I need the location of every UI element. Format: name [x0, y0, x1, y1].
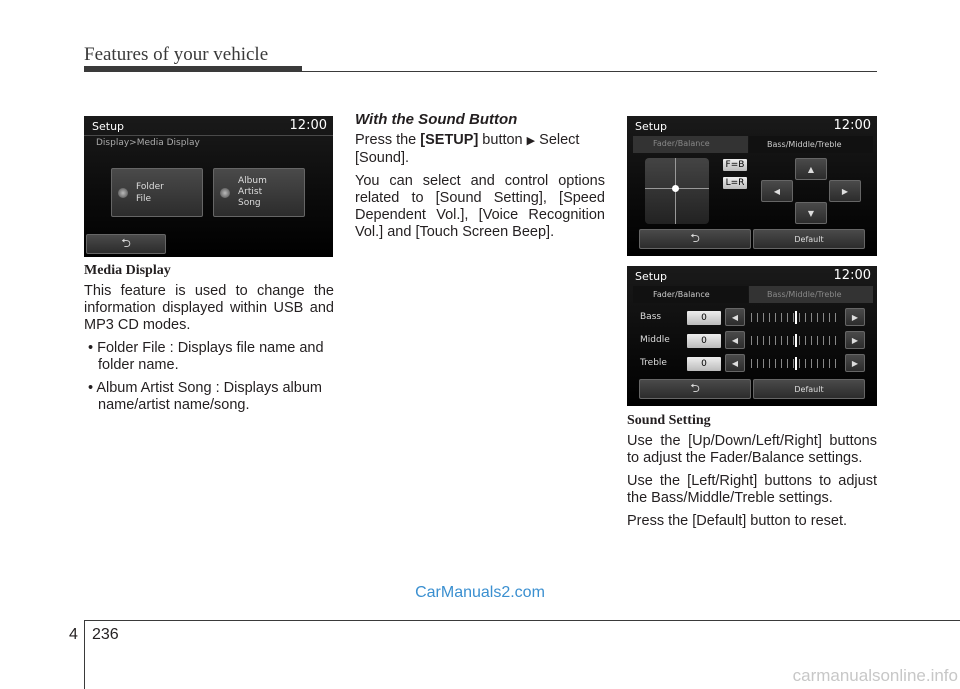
treble-slider[interactable]: [751, 359, 841, 368]
treble-increase-button[interactable]: [845, 354, 865, 372]
bass-slider[interactable]: [751, 313, 841, 322]
right-triangle-icon: ▶: [526, 135, 536, 147]
left-arrow-icon: ◀: [731, 335, 739, 345]
tab-fader-balance[interactable]: Fader/Balance: [633, 136, 748, 153]
radio-dot-icon: [118, 188, 128, 198]
bass-value: 0: [687, 311, 721, 325]
sound-button-section: [355, 111, 605, 247]
header-rule: [84, 71, 877, 72]
screen-breadcrumb: Display>Media Display: [96, 138, 200, 148]
media-display-section: [84, 262, 334, 420]
middle-increase-button[interactable]: [845, 331, 865, 349]
back-button[interactable]: [86, 234, 166, 254]
right-arrow-icon: ▶: [851, 358, 859, 368]
chapter-number: 4: [69, 626, 78, 643]
up-button[interactable]: [795, 158, 827, 180]
page-header-title: Features of your vehicle: [84, 44, 269, 65]
balance-value: L=R: [723, 177, 747, 189]
position-marker-icon: [672, 185, 679, 192]
album-artist-song-option[interactable]: Album Artist Song: [213, 168, 305, 217]
eq-row-bass: Bass 0 ◀ ▶: [627, 308, 877, 328]
bass-increase-button[interactable]: [845, 308, 865, 326]
tab-fader-balance[interactable]: Fader/Balance: [633, 286, 748, 303]
sound-setting-section: [627, 412, 877, 536]
section-paragraph: Use the [Up/Down/Left/Right] buttons to adjust the Fader/Balance settings.: [627, 433, 877, 466]
back-arrow-icon: ⮌: [690, 380, 700, 395]
fader-balance-screen: [627, 116, 877, 256]
left-arrow-icon: ◀: [773, 186, 781, 196]
screen-title: Setup: [635, 120, 668, 133]
default-button[interactable]: Default: [753, 229, 865, 249]
screen-clock: 12:00: [833, 268, 871, 283]
section-paragraph: This feature is used to change the information displayed within USB and MP3 CD modes.: [84, 283, 334, 333]
section-paragraph: Press the [Default] button to reset.: [627, 513, 848, 529]
footer-rule: [84, 620, 960, 621]
back-button[interactable]: [639, 379, 751, 399]
tab-bass-middle-treble[interactable]: Bass/Middle/Treble: [749, 286, 873, 303]
screen-clock: 12:00: [833, 118, 871, 133]
section-paragraph: You can select and control options related to [Sound Setting], [Speed Dependent Vol.], [Voice Recognition Vol.] and [Touch Screen Beep].: [355, 173, 605, 240]
right-button[interactable]: [829, 180, 861, 202]
back-arrow-icon: ⮌: [690, 230, 700, 245]
middle-value: 0: [687, 334, 721, 348]
section-heading: Sound Setting: [627, 413, 711, 428]
right-arrow-icon: ▶: [851, 312, 859, 322]
car-seat-diagram: [645, 158, 709, 224]
down-button[interactable]: [795, 202, 827, 224]
middle-slider[interactable]: [751, 336, 841, 345]
treble-decrease-button[interactable]: [725, 354, 745, 372]
default-button[interactable]: Default: [753, 379, 865, 399]
screen-clock: 12:00: [289, 118, 327, 133]
page-separator: [84, 620, 85, 689]
bullet-item: • Album Artist Song : Displays album name/artist name/song.: [88, 380, 322, 413]
radio-dot-icon: [220, 188, 230, 198]
folder-file-option[interactable]: Folder File: [111, 168, 203, 217]
bullet-item: • Folder File : Displays file name and folder name.: [88, 340, 324, 373]
middle-decrease-button[interactable]: [725, 331, 745, 349]
watermark: carmanualsonline.info: [792, 666, 958, 685]
right-arrow-icon: ▶: [851, 335, 859, 345]
media-display-screen: [84, 116, 333, 257]
eq-row-middle: Middle 0 ◀ ▶: [627, 331, 877, 351]
left-arrow-icon: ◀: [731, 358, 739, 368]
eq-row-treble: Treble 0 ◀ ▶: [627, 354, 877, 374]
source-link[interactable]: CarManuals2.com: [415, 584, 545, 601]
section-paragraph: Use the [Left/Right] buttons to adjust the Bass/Middle/Treble settings.: [627, 473, 877, 506]
page-number: 236: [92, 626, 119, 643]
fader-value: F=B: [723, 159, 747, 171]
up-arrow-icon: ▲: [807, 164, 815, 174]
left-arrow-icon: ◀: [731, 312, 739, 322]
back-button[interactable]: [639, 229, 751, 249]
left-button[interactable]: [761, 180, 793, 202]
back-arrow-icon: ⮌: [121, 235, 131, 250]
screen-title: Setup: [635, 270, 668, 283]
section-heading: With the Sound Button: [355, 111, 518, 128]
bass-decrease-button[interactable]: [725, 308, 745, 326]
treble-value: 0: [687, 357, 721, 371]
right-arrow-icon: ▶: [841, 186, 849, 196]
tab-bass-middle-treble[interactable]: Bass/Middle/Treble: [749, 136, 873, 153]
section-heading: Media Display: [84, 263, 171, 278]
section-paragraph: Press the [SETUP] button ▶ Select [Sound].: [355, 132, 580, 166]
bass-middle-treble-screen: [627, 266, 877, 406]
screen-title: Setup: [92, 120, 125, 133]
down-arrow-icon: ▼: [807, 208, 815, 218]
